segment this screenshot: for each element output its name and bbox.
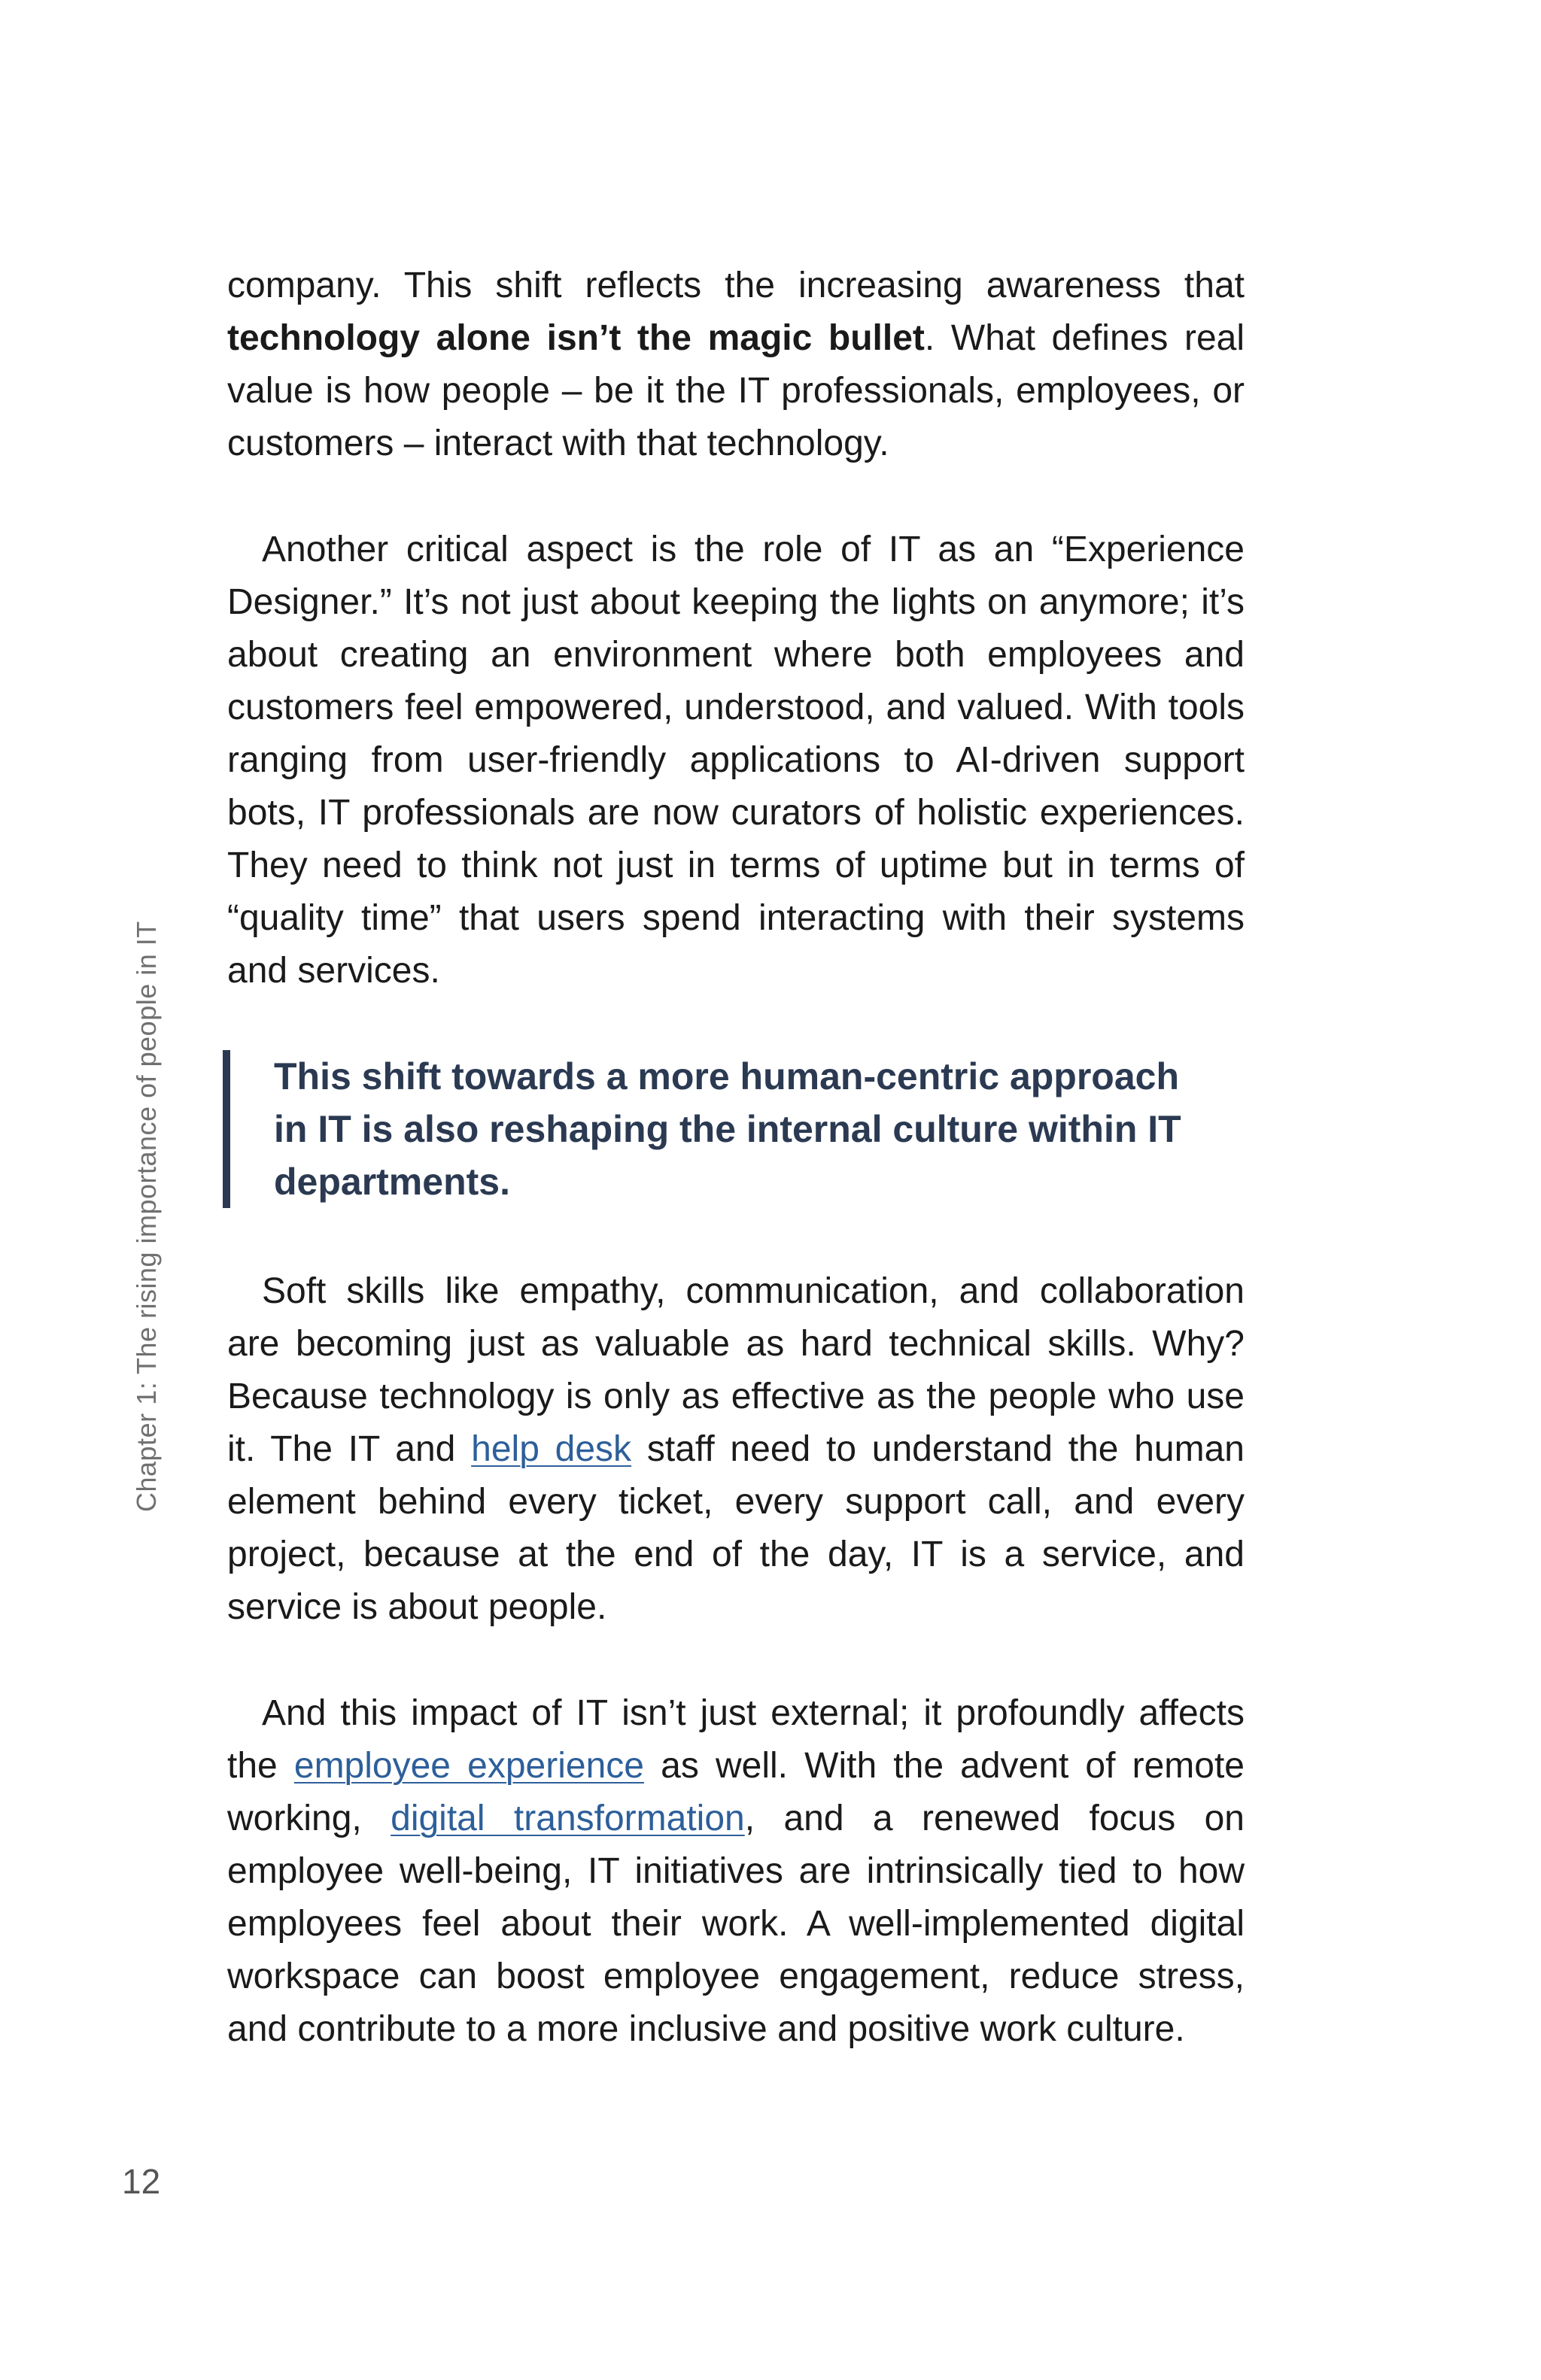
paragraph-2-text: Another critical aspect is the role of IT as an “Experience Designer.” It’s not just about keeping the lights on anymore; it’s about creating an environment where both employees and customers feel empowered, understood, and valued. With tools ranging from user-friendly applications to AI-driven support bots, IT professionals are now curators of holistic experiences. They need to think not just in terms of uptime but in terms of “quality time” that users spend interacting with their systems and services. xyxy=(227,530,1245,991)
paragraph-3 xyxy=(227,1265,1245,1634)
employee-experience-link[interactable]: employee experience xyxy=(293,1746,644,1786)
paragraph-4 xyxy=(227,1687,1245,2056)
paragraph-3-start: Soft skills like empathy, communication, and collaboration are becoming just as valuable as hard technical skills. Why? Because technology is only as effective as the people who use it. The IT and xyxy=(227,1271,1245,1469)
digital-transformation-link[interactable]: digital transformation xyxy=(391,1799,745,1838)
chapter-running-header: Chapter 1: The rising importance of people in IT xyxy=(131,921,162,1512)
paragraph-4-text xyxy=(227,1687,1245,2056)
help-desk-link[interactable]: help desk xyxy=(471,1429,632,1469)
paragraph-3-end: staff need to understand the human element behind every ticket, every support call, and every project, because at the end of the day, IT is a service, and service is about people. xyxy=(227,1429,1245,1627)
paragraph-4-part-3: , and a renewed focus on employee well-being, IT initiatives are intrinsically tied to how employees feel about their work. A well-implemented digital workspace can boost employee engagement, reduce stress, and contribute to a more inclusive and positive work culture. xyxy=(227,1799,1245,2049)
paragraph-4-part-2: as well. With the advent of remote working, xyxy=(227,1746,1245,1838)
pull-quote-line-1: This shift towards a more human-centric approach xyxy=(274,1055,1180,1097)
pull-quote-line-2: in IT is also reshaping the internal culture within IT xyxy=(274,1108,1181,1150)
pull-quote-line-3: departments. xyxy=(274,1161,510,1203)
pull-quote xyxy=(223,1050,1363,1208)
paragraph-1-bold: technology alone isn’t the magic bullet xyxy=(227,318,925,358)
paragraph-1-start: company. This shift reflects the increasing awareness that xyxy=(227,266,1245,305)
page-number: 12 xyxy=(122,2162,161,2201)
paragraph-2 xyxy=(227,524,1245,997)
paragraph-3-text xyxy=(227,1265,1245,1634)
paragraph-1-text xyxy=(227,260,1245,470)
paragraph-4-part-1: And this impact of IT isn’t just external; it profoundly affects the xyxy=(227,1693,1245,1786)
paragraph-1-end: . What defines real value is how people – be it the IT professionals, employees, or customers – interact with that technology. xyxy=(227,318,1245,463)
paragraph-1 xyxy=(227,260,1245,470)
